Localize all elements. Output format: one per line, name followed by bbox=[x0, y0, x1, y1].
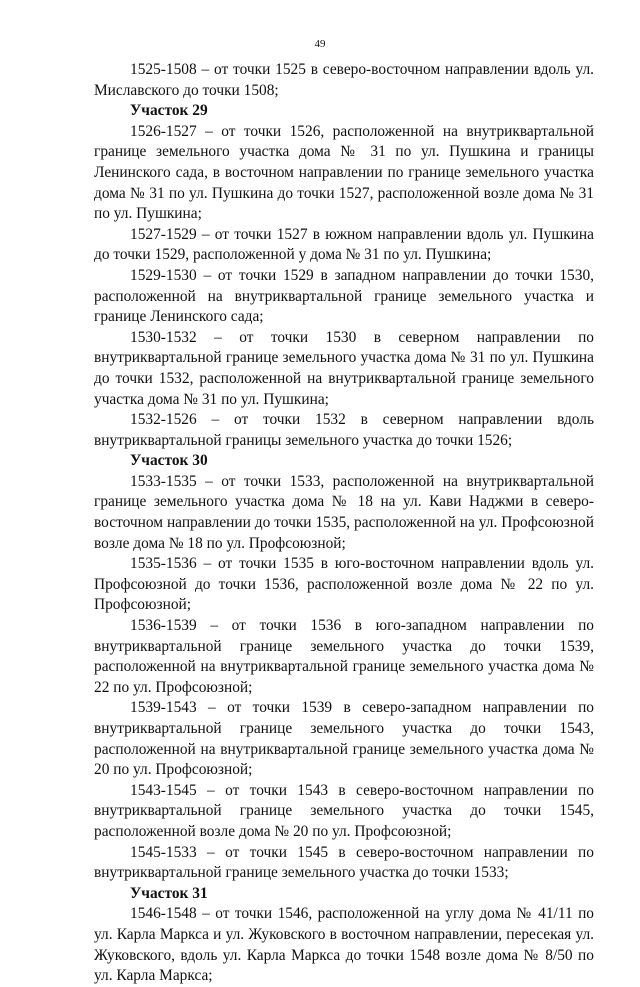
boundary-paragraph: 1527-1529 – от точки 1527 в южном направлении вдоль ул. Пушкина до точки 1529, расположенной у дома № 31 по ул. Пушкина; bbox=[94, 225, 594, 264]
boundary-paragraph: 1525-1508 – от точки 1525 в северо-восточном направлении вдоль ул. Миславского до точки 1508; bbox=[94, 61, 594, 99]
boundary-paragraph: 1526-1527 – от точки 1526, расположенной на внутриквартальной границе земельного участка дома № 31 по ул. Пушкина и границы Ленинского сада, в восточном направлении по границе земельного участка дома № 31 по ул. Пушкина до точки 1527, расположенной возле дома № 31 по ул. Пушкина; bbox=[94, 122, 594, 223]
section-heading: Участок 29 bbox=[130, 102, 208, 120]
boundary-paragraph: 1536-1539 – от точки 1536 в юго-западном направлении по внутриквартальной границе земельного участка до точки 1539, расположенной на внутриквартальной границе земельного участка дома № 22 по ул. Профсоюзной; bbox=[94, 617, 594, 696]
boundary-paragraph: 1535-1536 – от точки 1535 в юго-восточном направлении вдоль ул. Профсоюзной до точки 1536, расположенной возле дома № 22 по ул. Профсоюзной; bbox=[94, 555, 594, 614]
section-heading: Участок 31 bbox=[130, 884, 208, 902]
document-body bbox=[94, 60, 594, 987]
boundary-paragraph: 1546-1548 – от точки 1546, расположенной на углу дома № 41/11 по ул. Карла Маркса и ул. Жуковского в восточном направлении, пересекая ул. Жуковского, вдоль ул. Карла Маркса до точки 1548 возле дома № 8/50 по ул. Карла Маркса; bbox=[94, 905, 594, 985]
boundary-paragraph: 1529-1530 – от точки 1529 в западном направлении до точки 1530, расположенной на внутриквартальной границе земельного участка и границе Ленинского сада; bbox=[94, 266, 594, 326]
boundary-paragraph: 1530-1532 – от точки 1530 в северном направлении по внутриквартальной границе земельного участка дома № 31 по ул. Пушкина до точки 1532, расположенной на внутриквартальной границе земельного участка дома № 31 по ул. Пушкина; bbox=[94, 328, 594, 408]
boundary-paragraph: 1545-1533 – от точки 1545 в северо-восточном направлении по внутриквартальной границе земельного участка до точки 1533; bbox=[94, 843, 594, 882]
boundary-paragraph: 1539-1543 – от точки 1539 в северо-западном направлении по внутриквартальной границе земельного участка до точки 1543, расположенной на внутриквартальной границе земельного участка дома № 20 по ул. Профсоюзной; bbox=[94, 699, 594, 779]
boundary-paragraph: 1543-1545 – от точки 1543 в северо-восточном направлении по внутриквартальной границе земельного участка до точки 1545, расположенной возле дома № 20 по ул. Профсоюзной; bbox=[94, 781, 594, 840]
page-number: 49 bbox=[314, 38, 326, 50]
boundary-paragraph: 1533-1535 – от точки 1533, расположенной на внутриквартальной границе земельного участка дома № 18 на ул. Кави Наджми в северо-восточном направлении до точки 1535, расположенной на ул. Профсоюзной возле дома № 18 по ул. Профсоюзной; bbox=[94, 472, 594, 552]
boundary-paragraph: 1532-1526 – от точки 1532 в северном направлении вдоль внутриквартальной границы земельного участка до точки 1526; bbox=[94, 411, 594, 449]
section-heading: Участок 30 bbox=[130, 452, 208, 470]
